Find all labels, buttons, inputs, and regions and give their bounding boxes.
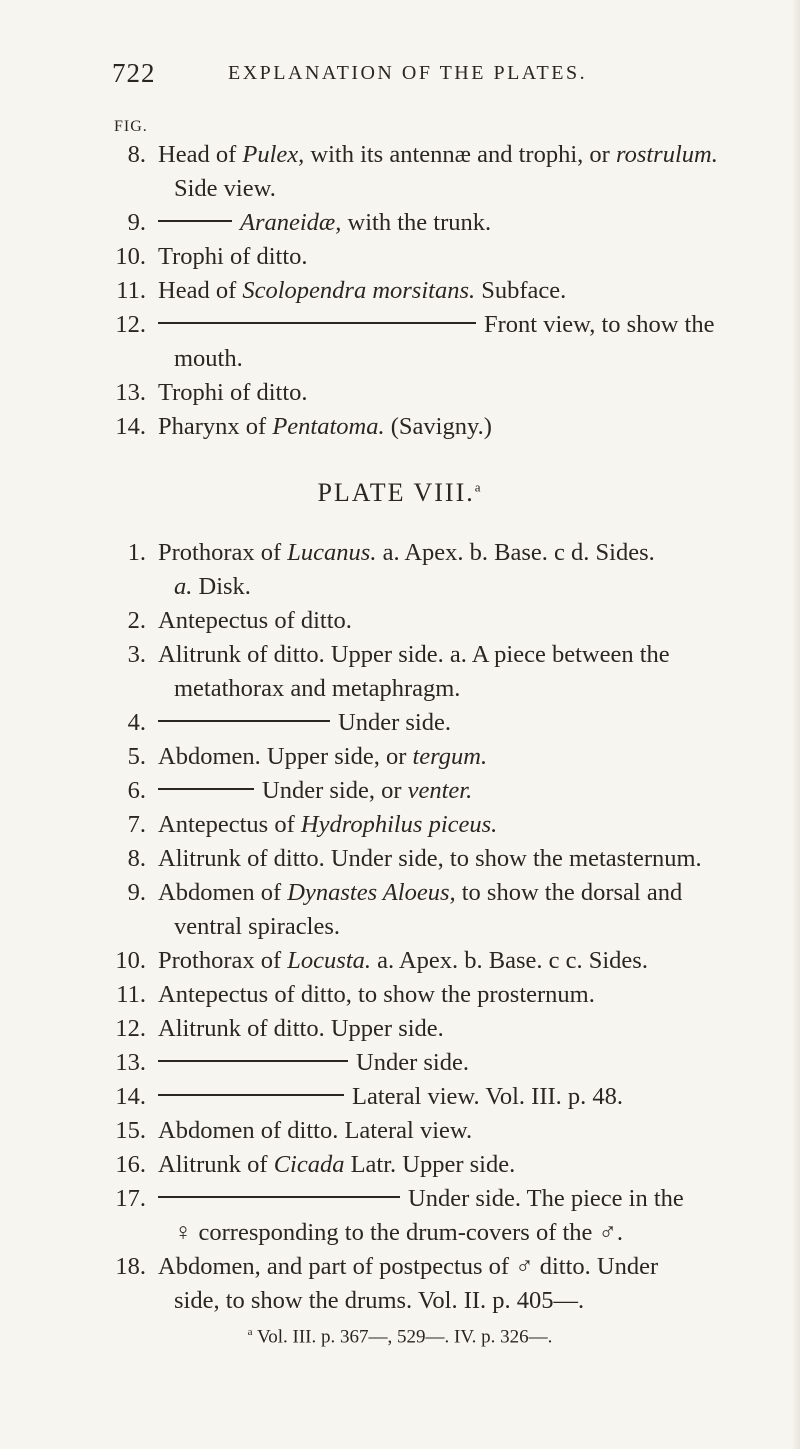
fig-description [158,808,497,842]
desc-part: Under side. [356,1049,469,1076]
fig-description [158,206,491,240]
fig-description: Antepectus of ditto, to show the prosternum. [158,981,595,1008]
desc-part: Alitrunk of [158,1151,274,1178]
fig-description-continuation: ventral spiracles. [174,913,340,940]
fig-description: Alitrunk of ditto. Under side, to show the metasternum. [158,845,702,872]
desc-part: a. Apex. b. Base. c c. Sides. [371,947,648,974]
fig-number: 4. [127,709,146,736]
fig-number: 14. [115,1083,146,1110]
fig-number: 12. [115,1015,146,1042]
fig-description [158,740,487,774]
fig-description: Alitrunk of ditto. Upper side. [158,1015,444,1042]
desc-part: Under side. The piece in the [408,1185,684,1212]
desc-part: Latr. Upper side. [344,1151,516,1178]
desc-part: Disk. [192,573,251,600]
desc-part: Head of [158,141,243,168]
fig-column-label: FIG. [114,118,148,135]
fig-number: 10. [115,243,146,270]
ditto-dash [158,220,232,222]
desc-part: Under side. [338,709,451,736]
footnote-text: Vol. III. p. 367—, 529—. IV. p. 326—. [256,1326,553,1348]
desc-part: with the trunk. [341,209,492,236]
fig-description [158,706,451,740]
ditto-dash [158,788,254,790]
fig-number: 10. [115,947,146,974]
fig-number: 7. [127,811,146,838]
fig-number: 17. [115,1185,146,1212]
fig-description: Alitrunk of ditto. Upper side. a. A piece between the [158,641,670,668]
running-title: EXPLANATION OF THE PLATES. [228,62,588,84]
fig-number: 1. [127,539,146,566]
desc-italic: Pulex, [242,141,305,168]
fig-number: 3. [127,641,146,668]
fig-description-continuation: ♀ corresponding to the drum-covers of the ♂. [174,1219,624,1246]
fig-number: 9. [127,879,146,906]
page-header [0,58,800,98]
fig-number: 16. [115,1151,146,1178]
fig-number: 11. [116,981,146,1008]
fig-description-continuation: mouth. [174,345,243,372]
desc-italic: Scolopendra morsitans. [242,277,476,304]
fig-description: Abdomen of ditto. Lateral view. [158,1117,473,1144]
fig-description [158,944,648,978]
desc-part: Abdomen of [158,879,288,906]
fig-number: 11. [116,277,146,304]
fig-number: 8. [127,845,146,872]
fig-number: 15. [115,1117,146,1144]
fig-description [158,274,566,308]
plate-heading [0,478,800,508]
fig-description [158,308,714,342]
fig-description: Abdomen, and part of postpectus of ♂ ditto. Under [158,1253,659,1280]
desc-part: Antepectus of [158,811,301,838]
ditto-dash [158,322,476,324]
page-edge-shadow [792,0,800,1449]
fig-number: 13. [115,1049,146,1076]
ditto-dash [158,720,330,722]
desc-italic: Locusta. [287,947,372,974]
fig-number: 5. [127,743,146,770]
desc-italic: venter. [407,777,473,804]
fig-number: 13. [115,379,146,406]
fig-description [158,410,492,444]
fig-description-continuation: side, to show the drums. Vol. II. p. 405—. [174,1287,585,1314]
fig-number: 14. [115,413,146,440]
desc-part: (Savigny.) [384,413,492,440]
desc-italic: Lucanus. [287,539,377,566]
fig-description [158,1080,623,1114]
desc-part: to show the dorsal and [455,879,683,906]
fig-description: Trophi of ditto. [158,379,308,406]
fig-number: 12. [115,311,146,338]
plate-heading-text: PLATE VIII. [317,478,475,507]
desc-part: Head of [158,277,243,304]
fig-number: 9. [127,209,146,236]
fig-number: 6. [127,777,146,804]
page-number: 722 [112,58,156,88]
desc-part: Abdomen. Upper side, or [158,743,413,770]
fig-description [158,536,655,570]
desc-part: Subface. [475,277,567,304]
footnote-marker: a [247,1326,253,1338]
desc-part: Pharynx of [158,413,273,440]
desc-part: Under side, or [262,777,408,804]
desc-italic: Dynastes Aloeus, [287,879,456,906]
desc-italic: a. [174,573,193,600]
fig-description: Antepectus of ditto. [158,607,352,634]
desc-part: Prothorax of [158,539,288,566]
fig-description: Trophi of ditto. [158,243,308,270]
desc-italic: Hydrophilus piceus. [300,811,498,838]
fig-number: 18. [115,1253,146,1280]
fig-number: 8. [127,141,146,168]
desc-part: a. Apex. b. Base. c d. Sides. [376,539,655,566]
fig-description [158,876,682,910]
ditto-dash [158,1196,400,1198]
desc-italic: Cicada [273,1151,345,1178]
fig-description-continuation: Side view. [174,175,276,202]
desc-italic: Araneidæ, [240,209,342,236]
desc-italic: Pentatoma. [272,413,385,440]
fig-description [158,1046,469,1080]
fig-description [158,774,472,808]
desc-part: Front view, to show the [484,311,715,338]
desc-italic: rostrulum. [615,141,718,168]
fig-description-continuation: metathorax and metaphragm. [174,675,461,702]
desc-part: with its antennæ and trophi, or [304,141,616,168]
ditto-dash [158,1094,344,1096]
footnote [0,1326,800,1348]
fig-description-continuation [174,570,251,604]
fig-description [158,1148,515,1182]
desc-part: Lateral view. Vol. III. p. 48. [352,1083,624,1110]
desc-italic: tergum. [412,743,488,770]
footnote-marker: a [474,479,483,495]
fig-description [158,138,718,172]
fig-description [158,1182,684,1216]
desc-part: Prothorax of [158,947,288,974]
ditto-dash [158,1060,348,1062]
fig-number: 2. [127,607,146,634]
